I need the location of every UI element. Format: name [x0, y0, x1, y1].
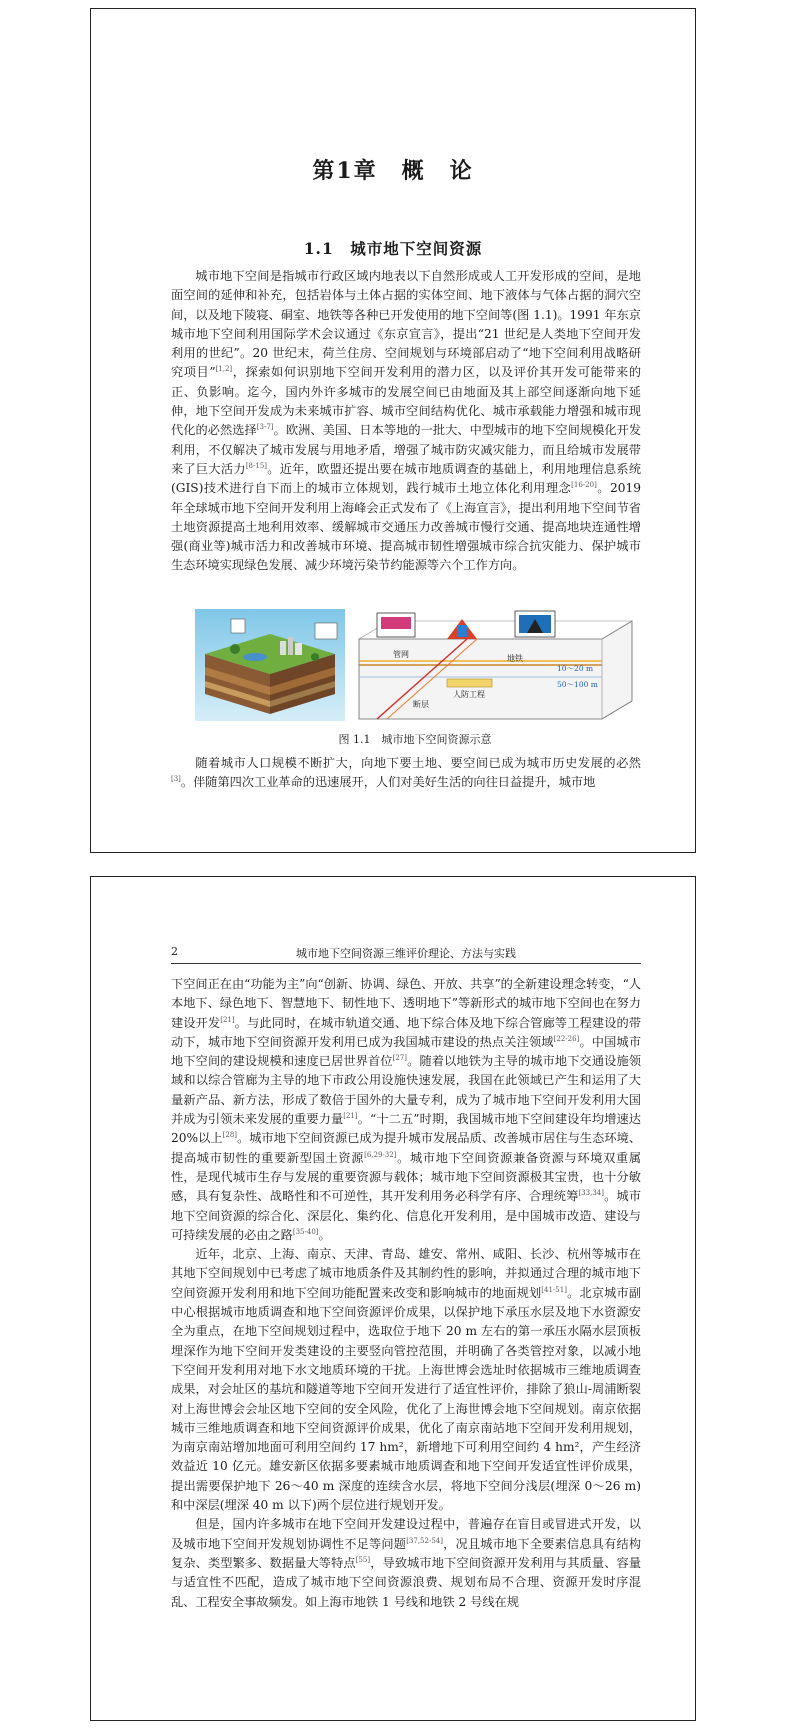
citation: [55]	[355, 1555, 371, 1564]
citation: [8-15]	[245, 461, 268, 470]
text-run: 。北京城市副中心根据城市地质调查和地下空间资源评价成果，以保护地下承压水层及地下水资源安全为重点，在地下空间规划过程中，选取位于地下 20 m 左右的第一承压水隔水层顶板埋深作为地下空间开发类建设的主要竖向管控范围，并明确了各类管控对象，以减小地下空间开发利用对地下水文地质环境的干扰。上海世博会选址时依据城市三维地质调查成果，对会址区的基坑和隧道等地下空间开发进行了适宜性评价，排除了狼山-周浦断裂对上海世博会会址区地下空间的安全风险，优化了上海世博会地下空间规划。南京依据城市三维地质调查和地下空间资源评价成果，优化了南京南站地下空间开发利用规划，为南京南站增加地面可利用空间约 17 hm²，新增地下可利用空间约 4 hm²，产生经济效益近 10 亿元。雄安新区依据多要素城市地质调查和地下空间开发适宜性评价成果，提出需要保护地下 26～40 m 深度的连续含水层，将地下空间分浅层(埋深 0～26 m)和中深层(埋深 40 m 以下)两个层位进行规划开发。	[171, 1285, 642, 1513]
text-run: ，导致城市地下空间资源开发利用与其质量、容量与适宜性不匹配，造成了城市地下空间资源浪费、规划布局不合理、资源开发时序混乱、工程安全事故频发。如上海市地铁 1 号线和地铁 2 号线在规	[171, 1555, 642, 1609]
underground-3d-block-illustration	[195, 609, 345, 721]
section-title: 1.1 城市地下空间资源	[303, 239, 483, 258]
running-title: 城市地下空间资源三维评价理论、方法与实践	[296, 947, 516, 960]
body-text	[171, 267, 641, 576]
text-run: ，探索如何识别地下空间开发利用的潜力区，以及评价其开发可能带来的正、负影响。迄今，国内外许多城市的发展空间已由地面及其上部空间逐渐向地下延伸，地下空间开发成为未来城市扩容、城市空间结构优化、城市承载能力增强和城市现代化的必然选择	[171, 365, 641, 438]
citation: [35-40]	[292, 1227, 319, 1236]
text-run: 。城市地下空间资源已成为提升城市发展品质、改善城市居住与生态环境、提高城市韧性的重要新型国土资源	[171, 1131, 642, 1165]
text-run: 近年，北京、上海、南京、天津、青岛、雄安、常州、咸阳、长沙、杭州等城市在其地下空间规划中已考虑了城市地质条件及其制约性的影响，并拟通过合理的城市地下空间资源开发利用和地下空间功能配置来改变和影响城市的地面规划	[171, 1247, 641, 1300]
label-depth-2: 50～100 m	[557, 680, 598, 689]
body-text	[171, 754, 641, 793]
citation: [22-26]	[553, 1034, 580, 1043]
text-run: 。与此同时，在城市轨道交通、地下综合体及地下综合管廊等工程建设的带动下，城市地下空间资源开发利用已成为我国城市建设的热点关注领域	[171, 1015, 642, 1049]
paragraph	[171, 975, 641, 1245]
citation: [41-51]	[541, 1285, 567, 1294]
text-run: 。“十二五”时期，我国城市地下空间建设年均增速达 20%以上	[171, 1112, 641, 1146]
text-run: 。随着以地铁为主导的城市地下交通设施领域和以综合管廊为主导的地下市政公用设施快速发展，我国在此领域已产生和运用了大量新产品、新方法，形成了数倍于国外的大量专利，成为了城市地下空间开发利用大国并成为引领未来发展的重要力量	[171, 1054, 642, 1127]
text-run: ，况且城市地下全要素信息具有结构复杂、类型繁多、数据量大等特点	[171, 1536, 642, 1570]
citation: [33,34]	[578, 1189, 604, 1198]
label-depth-1: 10～20 m	[557, 664, 594, 673]
label-civil-defense: 人防工程	[453, 690, 485, 699]
citation: [1,2]	[215, 365, 233, 374]
text-run: 。近年，欧盟还提出要在城市地质调查的基础上，利用地理信息系统(GIS)技术进行自下而上的城市立体规划，践行城市土地立体化利用理念	[171, 461, 642, 496]
citation: [3]	[171, 775, 181, 784]
text-run: 。	[318, 1227, 331, 1242]
citation: [21]	[220, 1015, 235, 1024]
citation: [28]	[222, 1131, 238, 1140]
body-text	[171, 975, 641, 1612]
text-run: 。2019 年全球城市地下空间开发利用上海峰会正式发布了《上海宣言》，提出利用地下空间节省土地资源提高土地利用效率、缓解城市交通压力改善城市慢行交通、提高地块连通性增强(商业等)城市活力和改善城市环境、提高城市韧性增强城市综合抗灾能力、保护城市生态环境实现绿色发展、减少环境污染节约能源等六个工作方向。	[171, 481, 641, 573]
figure-1-1	[195, 609, 635, 761]
text-run: 。城市地下空间资源的综合化、深层化、集约化、信息化开发利用，是中国城市改造、建设与可持续发展的必由之路	[171, 1189, 642, 1242]
label-pipe: 管网	[393, 650, 409, 659]
underground-space-profile-diagram	[357, 609, 637, 721]
text-run: 。城市地下空间资源兼备资源与环境双重属性，是现代城市生存与发展的重要资源与载体；城市地下空间资源极其宝贵，也十分敏感，具有复杂性、战略性和不可逆性，其开发利用务必科学有序、合理统筹	[171, 1150, 642, 1204]
text-run: 随着城市人口规模不断扩大，向地下要土地、要空间已成为城市历史发展的必然	[195, 756, 641, 770]
text-run: 但是，国内许多城市在地下空间开发建设过程中，普遍存在盲目或冒进式开发，以及城市地下空间开发规划协调性不足等问题	[171, 1517, 641, 1551]
citation: [6,29-32]	[364, 1150, 397, 1159]
text-run: 。伴随第四次工业革命的迅速展开，人们对美好生活的向往日益提升，城市地	[180, 775, 596, 790]
text-run: 城市地下空间是指城市行政区域内地表以下自然形成或人工开发形成的空间，是地面空间的延伸和补充，包括岩体与土体占据的实体空间、地下液体与气体占据的洞穴空间，以及地下陵寝、硐室、地铁等各种已开发使用的地下空间等(图 1.1)。1991 年东京城市地下空间利用国际学术会议通过《东京宣言》，提出“21 世纪是人类地下空间开发利用的世纪”。20 世纪末，荷兰住房、空间规划与环境部启动了“地下空间利用战略研究项目”	[171, 269, 641, 380]
chapter-title: 第1章 概 论	[312, 158, 474, 184]
paragraph	[171, 754, 641, 793]
citation: [27]	[392, 1054, 408, 1063]
paragraph	[171, 1245, 641, 1515]
citation: [16-20]	[571, 481, 597, 490]
citation: [37,52-54]	[406, 1536, 443, 1545]
citation: [3-7]	[256, 423, 274, 432]
label-metro: 地铁	[507, 654, 523, 663]
text-run: 。欧洲、美国、日本等地的一批大、中型城市的地下空间规模化开发利用，不仅解决了城市发展与用地矛盾，增强了城市防灾减灾能力，而且给城市发展带来了巨大活力	[171, 423, 642, 476]
citation: [21]	[343, 1112, 358, 1121]
text-run: 。中国城市地下空间的建设规模和速度已居世界首位	[171, 1034, 642, 1069]
running-head	[171, 945, 641, 964]
book-page-2	[90, 876, 696, 1721]
text-run: 下空间正在由“功能为主”向“创新、协调、绿色、开放、共享”的全新建设理念转变，“人本地下、绿色地下、智慧地下、韧性地下、透明地下”等新形式的城市地下空间也在努力建设开发	[171, 977, 641, 1030]
label-fault: 断层	[413, 700, 429, 709]
page-number: 2	[171, 945, 178, 958]
paragraph	[171, 1515, 641, 1611]
paragraph	[171, 267, 641, 576]
figure-caption: 图 1.1 城市地下空间资源示意	[338, 733, 492, 746]
book-page-1	[90, 8, 696, 853]
